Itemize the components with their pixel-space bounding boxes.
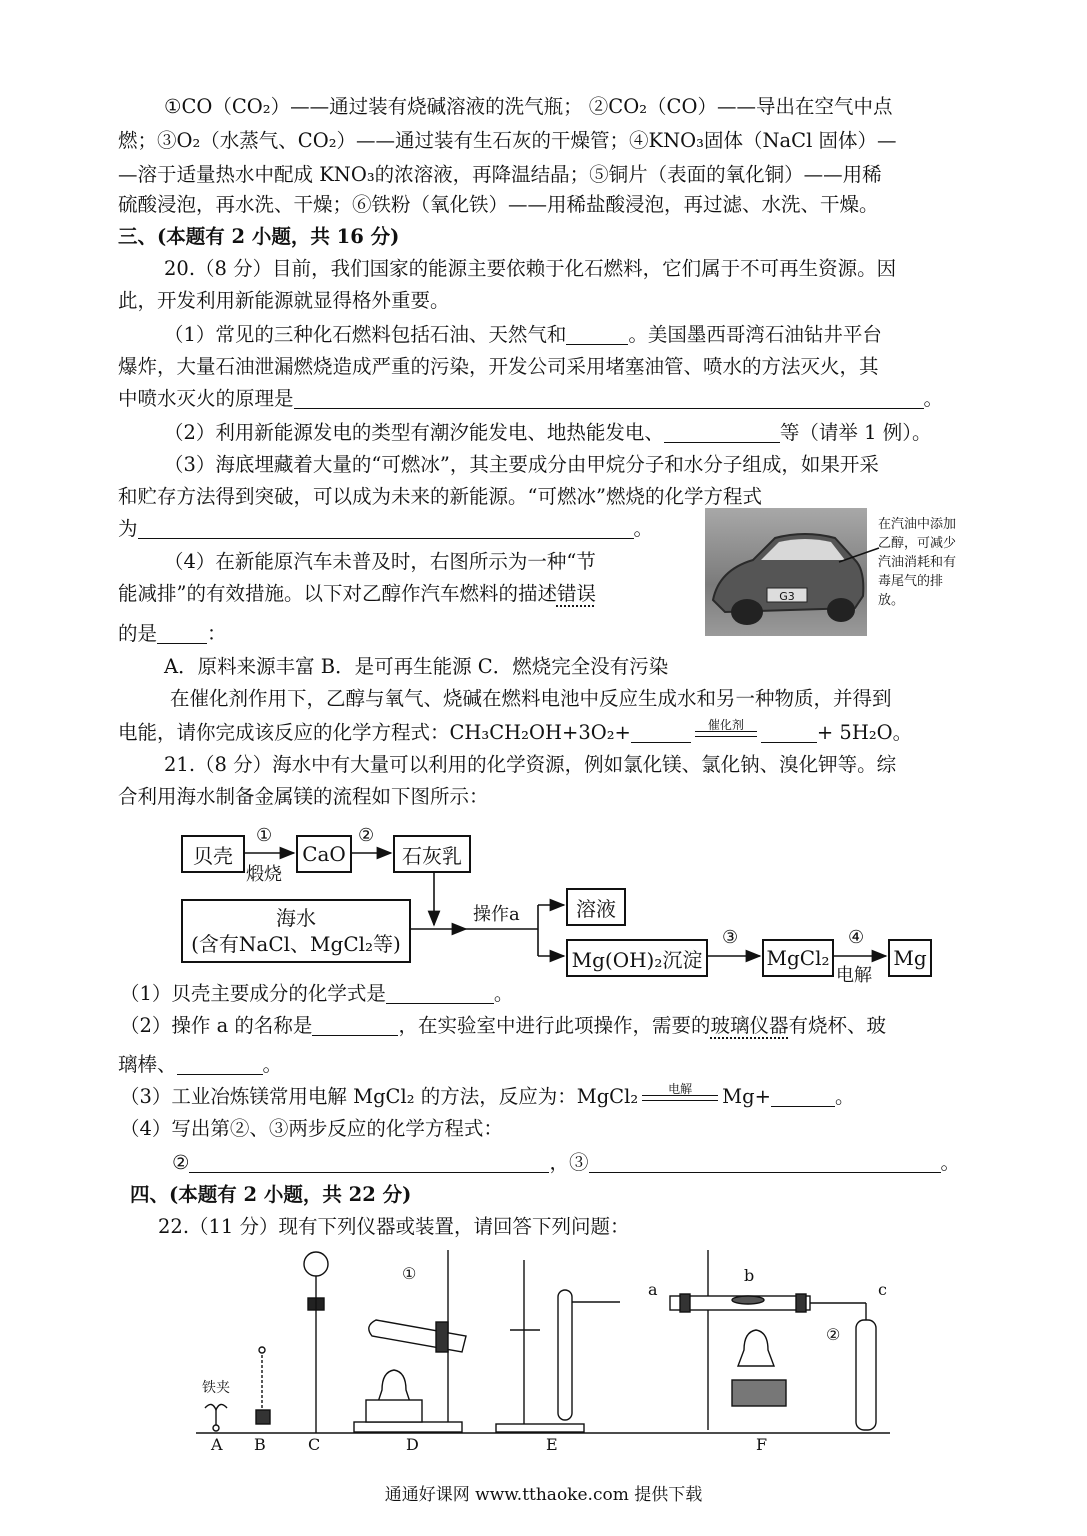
iron-clamp-icon — [205, 1404, 227, 1431]
flow-mgcl2-box: MgCl₂ — [762, 939, 834, 977]
text: 。 — [493, 982, 514, 1005]
label-d: D — [406, 1435, 419, 1454]
flow-mgoh2-box: Mg(OH)₂沉淀 — [566, 939, 708, 977]
text: ： — [207, 622, 227, 645]
label-a: A — [211, 1435, 223, 1454]
emphasis-text: 玻璃仪器 — [710, 1014, 789, 1037]
text: 海水 — [276, 906, 316, 930]
flow-step2: ② — [358, 825, 375, 846]
text: 中喷水灭火的原理是 — [118, 387, 294, 410]
text-line: 合利用海水制备金属镁的流程如下图所示： — [118, 785, 489, 808]
answer-blank[interactable] — [771, 1084, 835, 1107]
question-21: 21.（8 分）海水中有大量可以利用的化学资源，例如氯化镁、氯化钠、溴化钾等。综 — [164, 753, 897, 776]
flow-limewater-box: 石灰乳 — [393, 835, 471, 873]
text: ，在实验室中进行此项操作，需要的 — [398, 1014, 711, 1037]
text: 为 — [118, 517, 138, 540]
emphasis-text: 错误 — [556, 582, 596, 605]
condition-label: 电解 — [668, 1081, 693, 1096]
q20-part3: （3）海底埋藏着大量的“可燃冰”，其主要成分由甲烷分子和水分子组成，如果开采 — [164, 453, 879, 476]
port-c-label: c — [878, 1280, 887, 1299]
q21-part3 — [120, 1080, 854, 1114]
electrolysis-condition — [642, 1081, 718, 1110]
text-line: 爆炸，大量石油泄漏燃烧造成严重的污染，开发公司采用堵塞油管、喷水的方法灭火，其 — [118, 355, 879, 378]
port-a-label: a — [648, 1280, 658, 1299]
text-line: —溶于适量热水中配成 KNO₃的浓溶液，再降温结晶；⑤铜片（表面的氧化铜）——用稀 — [118, 163, 882, 186]
answer-blank[interactable] — [177, 1052, 263, 1075]
answer-blank[interactable] — [589, 1150, 941, 1173]
port-b-label: b — [744, 1266, 755, 1285]
clamp-holder-icon — [256, 1347, 270, 1424]
label-c: C — [308, 1435, 321, 1454]
text: + 5H₂O。 — [816, 721, 913, 744]
text: (含有NaCl、MgCl₂等) — [191, 932, 401, 956]
text: （1）贝壳主要成分的化学式是 — [120, 982, 386, 1005]
apparatus-diagram — [0, 1240, 1087, 1480]
q21-part4: （4）写出第②、③两步反应的化学方程式： — [120, 1117, 503, 1140]
flow-step1: ① — [256, 825, 273, 846]
answer-blank[interactable] — [189, 1150, 549, 1173]
answer-blank[interactable] — [312, 1013, 398, 1036]
flow-step3: ③ — [722, 927, 739, 948]
text-line: 燃；③O₂（水蒸气、CO₂）——通过装有生石灰的干燥管；④KNO₃固体（NaCl 固体）— — [118, 129, 897, 152]
car-caption: 在汽油中添加乙醇，可减少汽油消耗和有毒尾气的排放。 — [878, 517, 957, 608]
answer-blank[interactable] — [386, 981, 494, 1004]
q21-part1 — [120, 977, 513, 1011]
flow-solution-box: 溶液 — [566, 888, 626, 926]
equation-line — [172, 1146, 960, 1180]
flow-step4-label: 电解 — [836, 965, 872, 986]
text: ② — [172, 1151, 190, 1174]
condition-label: 催化剂 — [707, 717, 744, 732]
flow-cao-box: CaO — [296, 835, 352, 873]
flow-operation-a: 操作a — [473, 904, 520, 925]
text: 等（请举 1 例）。 — [779, 421, 932, 444]
label-f: F — [756, 1435, 768, 1454]
text-line — [118, 1048, 282, 1082]
text-line: 此，开发利用新能源就显得格外重要。 — [118, 289, 450, 312]
q21-part2 — [120, 1009, 886, 1043]
footer: 通通好课网 www.tthaoke.com 提供下载 — [384, 1485, 703, 1505]
label-b: B — [254, 1435, 266, 1454]
text: Mg+ — [722, 1085, 771, 1108]
flow-step4: ④ — [848, 927, 865, 948]
text: 电能，请你完成该反应的化学方程式：CH₃CH₂OH+3O₂+ — [118, 721, 631, 744]
text: （3）工业冶炼镁常用电解 MgCl₂ 的方法，反应为：MgCl₂ — [120, 1085, 639, 1108]
text: 。 — [923, 387, 944, 410]
text: 璃棒、 — [118, 1053, 177, 1076]
section-heading: 三、(本题有 2 小题，共 16 分) — [118, 225, 400, 248]
text: 。 — [940, 1151, 961, 1174]
text-line: 硫酸浸泡，再水洗、干燥；⑥铁粉（氧化铁）——用稀盐酸浸泡，再过滤、水洗、干燥。 — [118, 193, 879, 216]
text-line: 在催化剂作用下，乙醇与氧气、烧碱在燃料电池中反应生成水和另一种物质，并得到 — [170, 687, 892, 710]
options: A．原料来源丰富 B．是可再生能源 C．燃烧完全没有污染 — [164, 655, 669, 678]
text: 。 — [262, 1053, 283, 1076]
text: （2）利用新能源发电的类型有潮汐能发电、地热能发电、 — [164, 421, 664, 444]
text: （1）常见的三种化石燃料包括石油、天然气和 — [164, 323, 567, 346]
text: 有烧杯、玻 — [788, 1014, 886, 1037]
mark-1: ① — [402, 1264, 417, 1283]
car-badge: G3 — [779, 590, 795, 603]
mark-2: ② — [826, 1325, 841, 1344]
flow-step1-label: 煅烧 — [246, 864, 282, 885]
combustion-tube-icon — [670, 1250, 876, 1430]
text-line: ①CO（CO₂）——通过装有烧碱溶液的洗气瓶； ②CO₂（CO）——导出在空气中点 — [164, 95, 893, 118]
question-20: 20.（8 分）目前，我们国家的能源主要依赖于化石燃料，它们属于不可再生资源。因 — [164, 257, 897, 280]
iron-clamp-label: 铁夹 — [202, 1380, 230, 1396]
label-e: E — [546, 1435, 558, 1454]
section-heading: 四、(本题有 2 小题，共 22 分) — [130, 1183, 412, 1206]
text: （2）操作 a 的名称是 — [120, 1014, 313, 1037]
flow-shell-box: 贝壳 — [181, 835, 245, 873]
q20-part4: （4）在新能原汽车未普及时，右图所示为一种“节 — [164, 550, 596, 573]
text: 。 — [633, 517, 654, 540]
text: 的是 — [118, 622, 158, 645]
question-22: 22.（11 分）现有下列仪器或装置，请回答下列问题： — [158, 1215, 630, 1238]
test-tube-stand-icon — [496, 1260, 620, 1432]
text: 。美国墨西哥湾石油钻井平台 — [628, 323, 882, 346]
text: ，③ — [549, 1151, 589, 1174]
flow-mg-box: Mg — [888, 939, 932, 977]
text-line: 和贮存方法得到突破，可以成为未来的新能源。“可燃冰”燃烧的化学方程式 — [118, 485, 762, 508]
text: 。 — [834, 1085, 855, 1108]
funnel-icon — [304, 1252, 328, 1433]
text: 能减排”的有效措施。以下对乙醇作汽车燃料的描述 — [118, 582, 557, 605]
